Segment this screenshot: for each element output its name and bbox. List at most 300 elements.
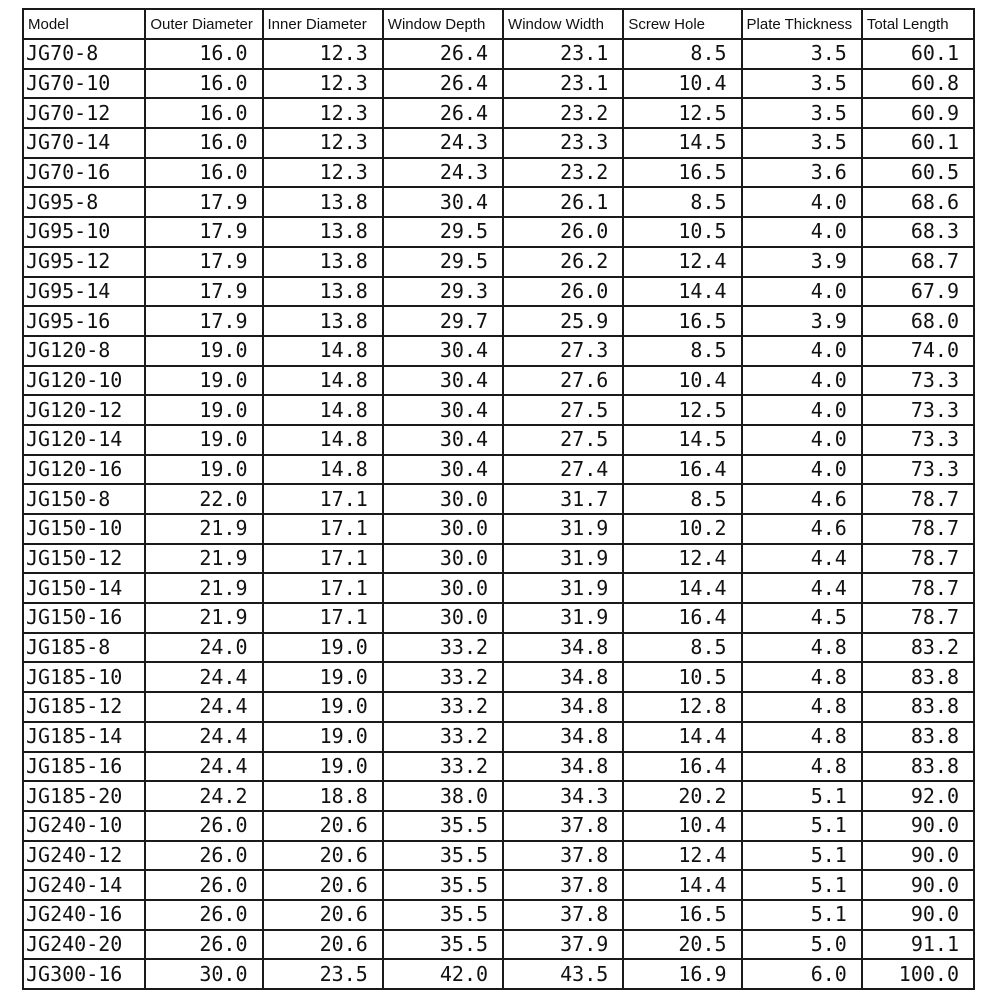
cell-screw-hole: 14.4 (623, 277, 741, 307)
cell-screw-hole: 10.2 (623, 514, 741, 544)
table-row (23, 277, 974, 307)
cell-outer-diameter: 26.0 (145, 841, 262, 871)
cell-total-length: 90.0 (862, 841, 974, 871)
cell-total-length: 73.3 (862, 395, 974, 425)
cell-plate-thickness: 4.0 (742, 217, 862, 247)
table-header (23, 9, 974, 39)
cell-total-length: 60.1 (862, 39, 974, 69)
header-total-length: Total Length (862, 9, 974, 39)
dimensions-table (22, 8, 975, 990)
cell-inner-diameter: 17.1 (263, 603, 383, 633)
cell-window-depth: 30.0 (383, 514, 503, 544)
cell-window-width: 34.8 (503, 633, 623, 663)
table-row (23, 217, 974, 247)
cell-outer-diameter: 24.4 (145, 722, 262, 752)
cell-total-length: 92.0 (862, 781, 974, 811)
cell-model: JG70-16 (23, 158, 145, 188)
cell-screw-hole: 12.8 (623, 692, 741, 722)
cell-outer-diameter: 26.0 (145, 930, 262, 960)
cell-window-width: 31.9 (503, 514, 623, 544)
cell-plate-thickness: 4.8 (742, 722, 862, 752)
cell-screw-hole: 12.5 (623, 395, 741, 425)
cell-window-depth: 33.2 (383, 722, 503, 752)
cell-outer-diameter: 21.9 (145, 573, 262, 603)
cell-window-width: 37.8 (503, 841, 623, 871)
cell-model: JG70-10 (23, 69, 145, 99)
cell-screw-hole: 16.4 (623, 603, 741, 633)
cell-plate-thickness: 3.5 (742, 128, 862, 158)
cell-outer-diameter: 17.9 (145, 217, 262, 247)
table-row (23, 366, 974, 396)
cell-total-length: 90.0 (862, 811, 974, 841)
cell-window-depth: 29.5 (383, 247, 503, 277)
cell-inner-diameter: 12.3 (263, 69, 383, 99)
cell-total-length: 83.2 (862, 633, 974, 663)
cell-inner-diameter: 12.3 (263, 98, 383, 128)
table-row (23, 959, 974, 989)
cell-inner-diameter: 13.8 (263, 277, 383, 307)
cell-screw-hole: 16.4 (623, 752, 741, 782)
cell-model: JG185-16 (23, 752, 145, 782)
cell-window-depth: 33.2 (383, 662, 503, 692)
table-row (23, 306, 974, 336)
cell-outer-diameter: 22.0 (145, 484, 262, 514)
cell-screw-hole: 8.5 (623, 336, 741, 366)
cell-screw-hole: 14.5 (623, 128, 741, 158)
cell-screw-hole: 16.5 (623, 158, 741, 188)
cell-outer-diameter: 17.9 (145, 247, 262, 277)
cell-outer-diameter: 19.0 (145, 395, 262, 425)
cell-window-width: 34.3 (503, 781, 623, 811)
cell-total-length: 78.7 (862, 514, 974, 544)
cell-outer-diameter: 16.0 (145, 128, 262, 158)
cell-total-length: 60.8 (862, 69, 974, 99)
cell-screw-hole: 10.5 (623, 217, 741, 247)
cell-window-depth: 35.5 (383, 841, 503, 871)
cell-screw-hole: 14.4 (623, 870, 741, 900)
cell-plate-thickness: 3.5 (742, 69, 862, 99)
cell-model: JG185-14 (23, 722, 145, 752)
cell-model: JG95-14 (23, 277, 145, 307)
cell-total-length: 68.0 (862, 306, 974, 336)
table-row (23, 158, 974, 188)
cell-window-depth: 30.4 (383, 455, 503, 485)
table-row (23, 395, 974, 425)
cell-model: JG70-12 (23, 98, 145, 128)
header-outer-diameter: Outer Diameter (145, 9, 262, 39)
cell-plate-thickness: 6.0 (742, 959, 862, 989)
cell-total-length: 73.3 (862, 366, 974, 396)
cell-window-width: 37.9 (503, 930, 623, 960)
cell-total-length: 90.0 (862, 870, 974, 900)
header-screw-hole: Screw Hole (623, 9, 741, 39)
cell-outer-diameter: 17.9 (145, 277, 262, 307)
cell-window-width: 43.5 (503, 959, 623, 989)
cell-window-width: 37.8 (503, 811, 623, 841)
cell-outer-diameter: 16.0 (145, 69, 262, 99)
cell-screw-hole: 20.5 (623, 930, 741, 960)
cell-outer-diameter: 24.4 (145, 692, 262, 722)
cell-window-depth: 30.4 (383, 366, 503, 396)
header-inner-diameter: Inner Diameter (263, 9, 383, 39)
table-row (23, 128, 974, 158)
cell-total-length: 74.0 (862, 336, 974, 366)
cell-model: JG185-12 (23, 692, 145, 722)
cell-window-depth: 29.3 (383, 277, 503, 307)
cell-plate-thickness: 4.0 (742, 455, 862, 485)
cell-inner-diameter: 13.8 (263, 187, 383, 217)
cell-outer-diameter: 21.9 (145, 603, 262, 633)
cell-window-width: 26.0 (503, 277, 623, 307)
cell-plate-thickness: 4.8 (742, 692, 862, 722)
cell-plate-thickness: 4.6 (742, 484, 862, 514)
cell-screw-hole: 8.5 (623, 633, 741, 663)
cell-plate-thickness: 5.0 (742, 930, 862, 960)
cell-outer-diameter: 19.0 (145, 336, 262, 366)
cell-window-depth: 33.2 (383, 752, 503, 782)
cell-outer-diameter: 21.9 (145, 544, 262, 574)
cell-total-length: 68.3 (862, 217, 974, 247)
cell-window-width: 26.2 (503, 247, 623, 277)
table-row (23, 811, 974, 841)
cell-screw-hole: 8.5 (623, 39, 741, 69)
cell-model: JG95-12 (23, 247, 145, 277)
cell-model: JG120-12 (23, 395, 145, 425)
cell-screw-hole: 10.4 (623, 69, 741, 99)
cell-window-width: 23.2 (503, 98, 623, 128)
cell-window-depth: 24.3 (383, 128, 503, 158)
cell-window-width: 31.9 (503, 544, 623, 574)
table-body (23, 39, 974, 989)
cell-inner-diameter: 12.3 (263, 39, 383, 69)
cell-model: JG150-8 (23, 484, 145, 514)
table-row (23, 514, 974, 544)
header-window-depth: Window Depth (383, 9, 503, 39)
cell-model: JG120-14 (23, 425, 145, 455)
cell-plate-thickness: 3.9 (742, 247, 862, 277)
cell-inner-diameter: 17.1 (263, 573, 383, 603)
cell-window-width: 23.1 (503, 39, 623, 69)
cell-plate-thickness: 5.1 (742, 811, 862, 841)
table-row (23, 633, 974, 663)
cell-inner-diameter: 12.3 (263, 158, 383, 188)
cell-inner-diameter: 14.8 (263, 455, 383, 485)
cell-plate-thickness: 4.8 (742, 752, 862, 782)
cell-model: JG120-16 (23, 455, 145, 485)
cell-window-width: 27.5 (503, 425, 623, 455)
cell-window-depth: 24.3 (383, 158, 503, 188)
table-row (23, 722, 974, 752)
cell-outer-diameter: 26.0 (145, 900, 262, 930)
cell-inner-diameter: 19.0 (263, 662, 383, 692)
cell-model: JG95-8 (23, 187, 145, 217)
cell-window-width: 27.3 (503, 336, 623, 366)
cell-inner-diameter: 17.1 (263, 544, 383, 574)
table-row (23, 841, 974, 871)
cell-window-width: 23.2 (503, 158, 623, 188)
cell-window-depth: 26.4 (383, 39, 503, 69)
table-row (23, 662, 974, 692)
table-row (23, 930, 974, 960)
cell-screw-hole: 20.2 (623, 781, 741, 811)
cell-outer-diameter: 21.9 (145, 514, 262, 544)
cell-model: JG185-8 (23, 633, 145, 663)
cell-plate-thickness: 3.6 (742, 158, 862, 188)
cell-window-width: 23.1 (503, 69, 623, 99)
table-row (23, 870, 974, 900)
cell-window-depth: 35.5 (383, 811, 503, 841)
cell-outer-diameter: 16.0 (145, 158, 262, 188)
cell-screw-hole: 10.5 (623, 662, 741, 692)
cell-model: JG185-20 (23, 781, 145, 811)
cell-screw-hole: 16.4 (623, 455, 741, 485)
table-row (23, 187, 974, 217)
cell-model: JG70-8 (23, 39, 145, 69)
cell-total-length: 67.9 (862, 277, 974, 307)
cell-screw-hole: 8.5 (623, 187, 741, 217)
cell-inner-diameter: 20.6 (263, 900, 383, 930)
cell-window-width: 34.8 (503, 752, 623, 782)
cell-screw-hole: 14.4 (623, 573, 741, 603)
cell-window-depth: 30.4 (383, 336, 503, 366)
cell-window-depth: 29.5 (383, 217, 503, 247)
cell-model: JG185-10 (23, 662, 145, 692)
cell-inner-diameter: 20.6 (263, 870, 383, 900)
table-row (23, 603, 974, 633)
cell-model: JG95-10 (23, 217, 145, 247)
cell-outer-diameter: 16.0 (145, 98, 262, 128)
header-window-width: Window Width (503, 9, 623, 39)
cell-outer-diameter: 16.0 (145, 39, 262, 69)
cell-screw-hole: 16.5 (623, 306, 741, 336)
cell-total-length: 91.1 (862, 930, 974, 960)
cell-window-depth: 38.0 (383, 781, 503, 811)
cell-plate-thickness: 5.1 (742, 841, 862, 871)
cell-total-length: 83.8 (862, 722, 974, 752)
cell-model: JG120-8 (23, 336, 145, 366)
cell-total-length: 73.3 (862, 425, 974, 455)
cell-screw-hole: 12.4 (623, 247, 741, 277)
cell-window-width: 34.8 (503, 692, 623, 722)
cell-plate-thickness: 4.8 (742, 662, 862, 692)
cell-plate-thickness: 4.5 (742, 603, 862, 633)
cell-screw-hole: 10.4 (623, 366, 741, 396)
cell-outer-diameter: 26.0 (145, 870, 262, 900)
cell-screw-hole: 16.9 (623, 959, 741, 989)
cell-outer-diameter: 17.9 (145, 306, 262, 336)
cell-plate-thickness: 3.9 (742, 306, 862, 336)
cell-total-length: 60.5 (862, 158, 974, 188)
cell-inner-diameter: 19.0 (263, 692, 383, 722)
table-row (23, 98, 974, 128)
cell-model: JG120-10 (23, 366, 145, 396)
cell-window-width: 31.9 (503, 603, 623, 633)
cell-inner-diameter: 13.8 (263, 306, 383, 336)
table-row (23, 781, 974, 811)
cell-window-depth: 30.0 (383, 573, 503, 603)
cell-window-depth: 33.2 (383, 633, 503, 663)
cell-outer-diameter: 17.9 (145, 187, 262, 217)
cell-model: JG240-16 (23, 900, 145, 930)
cell-outer-diameter: 26.0 (145, 811, 262, 841)
cell-inner-diameter: 14.8 (263, 425, 383, 455)
cell-total-length: 78.7 (862, 573, 974, 603)
table-row (23, 425, 974, 455)
cell-window-depth: 30.0 (383, 603, 503, 633)
cell-outer-diameter: 19.0 (145, 455, 262, 485)
cell-screw-hole: 16.5 (623, 900, 741, 930)
cell-window-width: 34.8 (503, 722, 623, 752)
cell-window-depth: 35.5 (383, 900, 503, 930)
cell-total-length: 100.0 (862, 959, 974, 989)
cell-window-depth: 26.4 (383, 98, 503, 128)
table-row (23, 900, 974, 930)
cell-plate-thickness: 4.6 (742, 514, 862, 544)
cell-total-length: 68.6 (862, 187, 974, 217)
cell-outer-diameter: 19.0 (145, 425, 262, 455)
cell-screw-hole: 10.4 (623, 811, 741, 841)
table-row (23, 484, 974, 514)
cell-window-depth: 33.2 (383, 692, 503, 722)
cell-window-width: 27.4 (503, 455, 623, 485)
cell-inner-diameter: 14.8 (263, 336, 383, 366)
cell-inner-diameter: 19.0 (263, 633, 383, 663)
cell-model: JG240-12 (23, 841, 145, 871)
cell-model: JG240-14 (23, 870, 145, 900)
spec-sheet (22, 8, 975, 992)
cell-inner-diameter: 14.8 (263, 395, 383, 425)
cell-screw-hole: 12.4 (623, 544, 741, 574)
cell-plate-thickness: 4.4 (742, 573, 862, 603)
cell-screw-hole: 12.4 (623, 841, 741, 871)
cell-window-width: 34.8 (503, 662, 623, 692)
cell-outer-diameter: 19.0 (145, 366, 262, 396)
cell-window-width: 27.5 (503, 395, 623, 425)
cell-screw-hole: 14.5 (623, 425, 741, 455)
cell-window-width: 37.8 (503, 900, 623, 930)
cell-model: JG300-16 (23, 959, 145, 989)
cell-window-depth: 30.0 (383, 544, 503, 574)
cell-window-width: 23.3 (503, 128, 623, 158)
cell-inner-diameter: 19.0 (263, 722, 383, 752)
cell-plate-thickness: 5.1 (742, 870, 862, 900)
cell-screw-hole: 14.4 (623, 722, 741, 752)
cell-total-length: 78.7 (862, 603, 974, 633)
cell-model: JG150-14 (23, 573, 145, 603)
table-row (23, 247, 974, 277)
cell-window-depth: 30.4 (383, 425, 503, 455)
cell-outer-diameter: 24.2 (145, 781, 262, 811)
cell-total-length: 78.7 (862, 484, 974, 514)
cell-inner-diameter: 23.5 (263, 959, 383, 989)
cell-plate-thickness: 5.1 (742, 781, 862, 811)
cell-window-depth: 30.0 (383, 484, 503, 514)
cell-plate-thickness: 3.5 (742, 98, 862, 128)
cell-plate-thickness: 5.1 (742, 900, 862, 930)
cell-plate-thickness: 4.8 (742, 633, 862, 663)
cell-inner-diameter: 17.1 (263, 484, 383, 514)
header-plate-thickness: Plate Thickness (742, 9, 862, 39)
cell-plate-thickness: 4.0 (742, 366, 862, 396)
table-row (23, 39, 974, 69)
cell-window-width: 26.1 (503, 187, 623, 217)
cell-window-depth: 30.4 (383, 187, 503, 217)
header-model: Model (23, 9, 145, 39)
cell-model: JG150-16 (23, 603, 145, 633)
cell-total-length: 90.0 (862, 900, 974, 930)
cell-inner-diameter: 19.0 (263, 752, 383, 782)
cell-window-depth: 26.4 (383, 69, 503, 99)
cell-inner-diameter: 14.8 (263, 366, 383, 396)
cell-plate-thickness: 4.0 (742, 395, 862, 425)
cell-screw-hole: 12.5 (623, 98, 741, 128)
cell-window-depth: 29.7 (383, 306, 503, 336)
cell-total-length: 83.8 (862, 662, 974, 692)
cell-window-width: 27.6 (503, 366, 623, 396)
table-row (23, 69, 974, 99)
cell-outer-diameter: 24.4 (145, 752, 262, 782)
cell-model: JG150-10 (23, 514, 145, 544)
cell-total-length: 73.3 (862, 455, 974, 485)
table-row (23, 544, 974, 574)
cell-plate-thickness: 4.0 (742, 187, 862, 217)
cell-total-length: 78.7 (862, 544, 974, 574)
table-row (23, 455, 974, 485)
table-row (23, 573, 974, 603)
cell-inner-diameter: 17.1 (263, 514, 383, 544)
cell-total-length: 68.7 (862, 247, 974, 277)
cell-window-width: 37.8 (503, 870, 623, 900)
cell-plate-thickness: 3.5 (742, 39, 862, 69)
cell-total-length: 83.8 (862, 752, 974, 782)
cell-window-depth: 35.5 (383, 930, 503, 960)
cell-outer-diameter: 24.0 (145, 633, 262, 663)
cell-plate-thickness: 4.4 (742, 544, 862, 574)
table-row (23, 752, 974, 782)
cell-model: JG240-20 (23, 930, 145, 960)
cell-window-width: 31.9 (503, 573, 623, 603)
cell-total-length: 83.8 (862, 692, 974, 722)
table-row (23, 692, 974, 722)
cell-model: JG150-12 (23, 544, 145, 574)
cell-model: JG70-14 (23, 128, 145, 158)
cell-outer-diameter: 30.0 (145, 959, 262, 989)
cell-model: JG240-10 (23, 811, 145, 841)
cell-outer-diameter: 24.4 (145, 662, 262, 692)
cell-window-depth: 30.4 (383, 395, 503, 425)
cell-plate-thickness: 4.0 (742, 277, 862, 307)
table-row (23, 336, 974, 366)
cell-plate-thickness: 4.0 (742, 425, 862, 455)
cell-window-width: 26.0 (503, 217, 623, 247)
cell-window-depth: 42.0 (383, 959, 503, 989)
cell-screw-hole: 8.5 (623, 484, 741, 514)
cell-model: JG95-16 (23, 306, 145, 336)
cell-plate-thickness: 4.0 (742, 336, 862, 366)
cell-inner-diameter: 13.8 (263, 217, 383, 247)
cell-inner-diameter: 12.3 (263, 128, 383, 158)
cell-window-width: 31.7 (503, 484, 623, 514)
cell-inner-diameter: 20.6 (263, 811, 383, 841)
cell-total-length: 60.1 (862, 128, 974, 158)
header-row (23, 9, 974, 39)
cell-inner-diameter: 20.6 (263, 930, 383, 960)
cell-inner-diameter: 13.8 (263, 247, 383, 277)
cell-window-depth: 35.5 (383, 870, 503, 900)
cell-window-width: 25.9 (503, 306, 623, 336)
cell-total-length: 60.9 (862, 98, 974, 128)
cell-inner-diameter: 20.6 (263, 841, 383, 871)
